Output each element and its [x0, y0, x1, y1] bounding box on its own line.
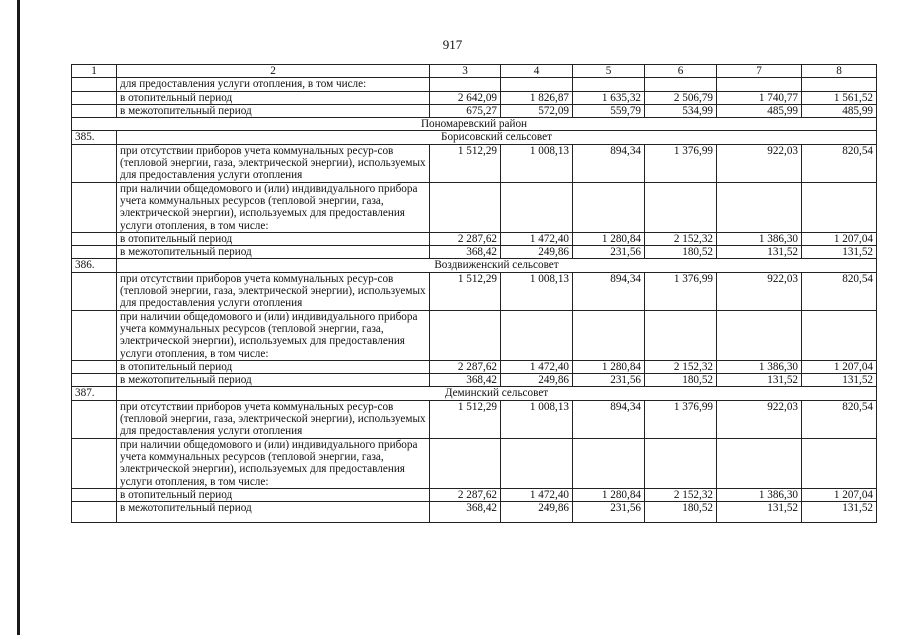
value-cell: 1 386,30 — [717, 360, 802, 373]
value-cell: 922,03 — [717, 272, 802, 310]
value-cell: 131,52 — [802, 246, 877, 259]
value-cell: 2 287,62 — [430, 232, 501, 245]
value-cell: 485,99 — [802, 104, 877, 117]
column-header: 5 — [573, 65, 645, 78]
value-cell — [573, 182, 645, 232]
row-number-cell — [72, 78, 117, 91]
value-cell: 1 635,32 — [573, 91, 645, 104]
column-header: 6 — [645, 65, 717, 78]
row-description: при наличии общедомового и (или) индивидуального прибора учета коммунальных ресурсов (тепловой энергии, газа, электрической энергии), используемых для предоставления услуги отопления, в том числе: — [117, 438, 430, 488]
column-header: 3 — [430, 65, 501, 78]
table-row — [72, 91, 877, 104]
value-cell: 231,56 — [573, 246, 645, 259]
value-cell: 1 280,84 — [573, 360, 645, 373]
value-cell: 1 280,84 — [573, 488, 645, 501]
row-number-cell — [72, 310, 117, 360]
value-cell: 820,54 — [802, 272, 877, 310]
value-cell: 1 280,84 — [573, 232, 645, 245]
row-description: для предоставления услуги отопления, в том числе: — [117, 78, 430, 91]
value-cell: 1 561,52 — [802, 91, 877, 104]
value-cell: 2 152,32 — [645, 360, 717, 373]
value-cell: 1 826,87 — [501, 91, 573, 104]
value-cell: 180,52 — [645, 246, 717, 259]
value-cell — [645, 182, 717, 232]
column-header: 1 — [72, 65, 117, 78]
value-cell: 485,99 — [717, 104, 802, 117]
value-cell: 1 376,99 — [645, 144, 717, 182]
row-number: 386. — [72, 259, 117, 272]
row-number-cell — [72, 400, 117, 438]
row-number-cell — [72, 360, 117, 373]
row-number-cell — [72, 488, 117, 501]
row-description: при отсутствии приборов учета коммунальных ресур-сов (тепловой энергии, газа, электрической энергии), используемых для предоставления услуги отопления — [117, 272, 430, 310]
settlement-header-row — [72, 387, 877, 400]
value-cell — [501, 78, 573, 91]
district-row — [72, 118, 877, 131]
value-cell: 1 008,13 — [501, 400, 573, 438]
value-cell: 1 386,30 — [717, 232, 802, 245]
table-row — [72, 144, 877, 182]
value-cell: 368,42 — [430, 502, 501, 523]
binding-line — [17, 0, 20, 635]
row-description: в межотопительный период — [117, 246, 430, 259]
value-cell: 894,34 — [573, 144, 645, 182]
value-cell — [430, 438, 501, 488]
value-cell: 1 472,40 — [501, 232, 573, 245]
value-cell: 922,03 — [717, 400, 802, 438]
value-cell: 131,52 — [802, 502, 877, 523]
value-cell — [573, 78, 645, 91]
value-cell — [717, 438, 802, 488]
settlement-name: Воздвиженский сельсовет — [117, 259, 877, 272]
value-cell — [501, 182, 573, 232]
value-cell: 2 287,62 — [430, 488, 501, 501]
value-cell — [802, 438, 877, 488]
value-cell — [573, 438, 645, 488]
value-cell — [802, 182, 877, 232]
value-cell: 131,52 — [802, 374, 877, 387]
row-description: при отсутствии приборов учета коммунальных ресур-сов (тепловой энергии, газа, электрической энергии), используемых для предоставления услуги отопления — [117, 400, 430, 438]
value-cell: 231,56 — [573, 374, 645, 387]
column-header-row — [72, 65, 877, 78]
row-description: в отопительный период — [117, 91, 430, 104]
value-cell: 1 472,40 — [501, 360, 573, 373]
table-row — [72, 232, 877, 245]
value-cell — [717, 78, 802, 91]
row-number-cell — [72, 104, 117, 117]
value-cell: 180,52 — [645, 374, 717, 387]
value-cell: 1 386,30 — [717, 488, 802, 501]
row-number-cell — [72, 144, 117, 182]
settlement-name: Борисовский сельсовет — [117, 131, 877, 144]
value-cell: 2 642,09 — [430, 91, 501, 104]
value-cell: 1 512,29 — [430, 400, 501, 438]
value-cell: 820,54 — [802, 144, 877, 182]
table-row — [72, 78, 877, 91]
value-cell: 1 008,13 — [501, 144, 573, 182]
table-row — [72, 246, 877, 259]
column-header: 8 — [802, 65, 877, 78]
value-cell — [717, 310, 802, 360]
value-cell: 1 207,04 — [802, 488, 877, 501]
value-cell: 2 506,79 — [645, 91, 717, 104]
value-cell: 1 207,04 — [802, 360, 877, 373]
page-number: 917 — [442, 37, 463, 52]
value-cell — [430, 310, 501, 360]
value-cell — [802, 78, 877, 91]
value-cell: 894,34 — [573, 400, 645, 438]
row-description: при наличии общедомового и (или) индивидуального прибора учета коммунальных ресурсов (тепловой энергии, газа, электрической энергии), используемых для предоставления услуги отопления, в том числе: — [117, 310, 430, 360]
value-cell: 922,03 — [717, 144, 802, 182]
value-cell: 1 472,40 — [501, 488, 573, 501]
district-name: Пономаревский район — [72, 118, 877, 131]
row-description: при наличии общедомового и (или) индивидуального прибора учета коммунальных ресурсов (тепловой энергии, газа, электрической энергии), используемых для предоставления услуги отопления, в том числе: — [117, 182, 430, 232]
value-cell: 368,42 — [430, 374, 501, 387]
value-cell: 1 376,99 — [645, 272, 717, 310]
table-row — [72, 502, 877, 523]
value-cell — [573, 310, 645, 360]
row-number-cell — [72, 91, 117, 104]
column-header: 2 — [117, 65, 430, 78]
value-cell: 534,99 — [645, 104, 717, 117]
column-header: 4 — [501, 65, 573, 78]
value-cell: 675,27 — [430, 104, 501, 117]
row-number-cell — [72, 374, 117, 387]
value-cell: 1 740,77 — [717, 91, 802, 104]
row-description: в межотопительный период — [117, 104, 430, 117]
value-cell: 820,54 — [802, 400, 877, 438]
value-cell: 1 207,04 — [802, 232, 877, 245]
tariff-table — [71, 64, 877, 523]
value-cell: 572,09 — [501, 104, 573, 117]
value-cell — [430, 78, 501, 91]
value-cell: 1 376,99 — [645, 400, 717, 438]
table-row — [72, 360, 877, 373]
settlement-header-row — [72, 131, 877, 144]
row-number-cell — [72, 272, 117, 310]
table-row — [72, 374, 877, 387]
value-cell: 180,52 — [645, 502, 717, 523]
row-number-cell — [72, 502, 117, 523]
value-cell: 2 152,32 — [645, 232, 717, 245]
table-row — [72, 400, 877, 438]
row-number: 385. — [72, 131, 117, 144]
row-description: в отопительный период — [117, 360, 430, 373]
value-cell: 249,86 — [501, 246, 573, 259]
row-description: в межотопительный период — [117, 374, 430, 387]
row-description: в отопительный период — [117, 232, 430, 245]
row-description: в межотопительный период — [117, 502, 430, 523]
row-number-cell — [72, 438, 117, 488]
value-cell: 1 512,29 — [430, 144, 501, 182]
value-cell: 894,34 — [573, 272, 645, 310]
value-cell — [645, 78, 717, 91]
row-description: в отопительный период — [117, 488, 430, 501]
settlement-name: Деминский сельсовет — [117, 387, 877, 400]
row-number-cell — [72, 182, 117, 232]
value-cell — [430, 182, 501, 232]
table-row — [72, 104, 877, 117]
value-cell: 249,86 — [501, 374, 573, 387]
value-cell — [802, 310, 877, 360]
value-cell: 2 152,32 — [645, 488, 717, 501]
value-cell: 249,86 — [501, 502, 573, 523]
value-cell — [717, 182, 802, 232]
row-number-cell — [72, 232, 117, 245]
value-cell — [501, 310, 573, 360]
table-row — [72, 438, 877, 488]
table-row — [72, 182, 877, 232]
value-cell: 131,52 — [717, 246, 802, 259]
table-row — [72, 272, 877, 310]
settlement-header-row — [72, 259, 877, 272]
value-cell: 1 512,29 — [430, 272, 501, 310]
value-cell — [645, 310, 717, 360]
value-cell: 559,79 — [573, 104, 645, 117]
value-cell: 131,52 — [717, 374, 802, 387]
value-cell — [645, 438, 717, 488]
row-description: при отсутствии приборов учета коммунальных ресур-сов (тепловой энергии, газа, электрической энергии), используемых для предоставления услуги отопления — [117, 144, 430, 182]
value-cell: 368,42 — [430, 246, 501, 259]
value-cell: 2 287,62 — [430, 360, 501, 373]
row-number-cell — [72, 246, 117, 259]
value-cell: 231,56 — [573, 502, 645, 523]
value-cell: 1 008,13 — [501, 272, 573, 310]
column-header: 7 — [717, 65, 802, 78]
value-cell — [501, 438, 573, 488]
table-row — [72, 310, 877, 360]
row-number: 387. — [72, 387, 117, 400]
value-cell: 131,52 — [717, 502, 802, 523]
table-row — [72, 488, 877, 501]
